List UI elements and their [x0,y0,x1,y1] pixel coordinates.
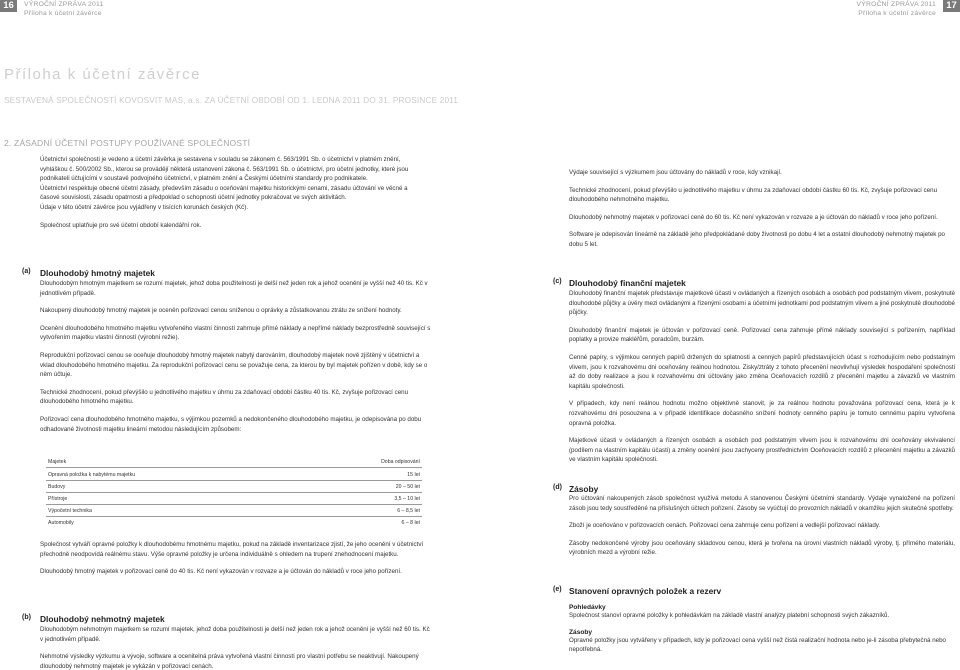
inventory-subheading: Zásoby [569,628,593,636]
section-c-paragraph: V případech, kdy není reálnou hodnotu možno objektivně stanovit, je za reálnou hodnotu považována pořizovací cena, která je k rozvahovému dni posouzena a v případě identifikace dočasného snížení hodnoty cenného papíru je tomuto cennému papíru vytvořena opravná položka. [569,400,955,427]
right-report-subtitle: Příloha k účetní závěrce [858,9,936,17]
table-header-cell: Doba odpisování [381,459,420,465]
table-cell: 20 – 50 let [395,484,420,490]
section-a-paragraph: Společnost vytváří opravné položky k dlouhodobému hmotnému majetku, pokud na základě inventarizace zjistí, že jeho ocenění v účetnictví přechodně neodpovídá reálnému stavu. Výše opravné položky je určena individuálně s ohledem na trupení znehodnocení majetku. [40,541,424,558]
table-header-row [46,456,422,468]
page-subtitle: SESTAVENÁ SPOLEČNOSTÍ KOVOSVIT MAS, a.s. ZA ÚČETNÍ OBDOBÍ OD 1. LEDNA 2011 DO 31. PROSINCE 2011 [4,96,459,105]
table-header-cell: Majetek [48,459,67,465]
section-a-paragraph: Technické zhodnocení, pokud převýšilo u jednotlivého majetku v úhrnu za zdaňovací období částku 40 tis. Kč, zvyšuje pořizovací cenu dlouhodobého hmotného majetku. [40,388,409,406]
right-intro-paragraph: Software je odepisován lineárně na základě jeho předpokládané doby životnosti po dobu 4 let a ostatní dlouhodobý nehmotný majetek po dobu 5 let. [569,231,945,248]
section-c-title: Dlouhodobý finanční majetek [569,278,686,288]
section-c-paragraph: Dlouhodobý finanční majetek je účtován v pořizovací ceně. Pořizovací cena zahrnuje přímé náklady související s pořízením, například poplatky a provize makléřům, poradcům, burzám. [569,326,955,344]
intro-paragraph: Účetnictví společnosti je vedeno a účetní závěrka je sestavena v souladu se zákonem č. 563/1991 Sb. o účetnictví v platném znění, vyhláškou č. 500/2002 Sb., kterou se provádějí některá ustanovení zákona č. 563/1991 Sb. o účetnictví, pro účetní jednotky, které jsou podnikateli účtujícími v soustavě podvojného účetnictví, v platném znění a Českými účetními standardy pro podnikatele. [40,156,409,183]
section-c-paragraph: Majetkové účasti v ovládaných a řízených osobách a osobách pod podstatným vlivem jsou k rozvahovému dni oceňovány ekvivalencí (podílem na vlastním kapitálu účasti) a změny ocenění jsou zachyceny prostřednictvím Oceňovacích rozdílů z přecenění majetku a závazků ve vlastním kapitálu společnosti. [569,437,955,464]
section-a-paragraph: Pořizovací cena dlouhodobého hmotného majetku, s výjimkou pozemků a nedokončeného dlouhodobého majetku, je odepisována po dobu odhadované životnosti majetku lineární metodou následujícím způsobem: [40,415,422,433]
table-cell: 6 – 8,5 let [397,508,420,514]
receivables-subheading: Pohledávky [569,604,606,611]
table-row [46,505,422,517]
intro-paragraph: Údaje v této účetní závěrce jsou vyjádřeny v tisících korunách českých (Kč). [40,203,249,211]
section-a-body [40,279,432,434]
table-row [46,493,422,505]
right-intro-paragraph: Výdaje související s výzkumem jsou účtovány do nákladů v roce, kdy vznikají. [569,169,782,176]
section-b-title: Dlouhodobý nehmotný majetek [40,614,165,624]
table-cell: 6 – 8 let [401,520,420,526]
left-intro [40,155,428,230]
section-a-paragraph: Ocenění dlouhodobého hmotného majetku vytvořeného vlastní činností zahrnuje přímé náklady a nepřímé náklady bezprostředně související s vytvořením majetku vlastní činností (výrobní režie). [40,324,431,342]
section-a-title: Dlouhodobý hmotný majetek [40,268,155,278]
intro-paragraph: Účetnictví respektuje obecné účetní zásady, především zásadu o oceňování majetku historickými cenami, zásadu účtování ve věcné a časové souvislosti, zásadu opatrnosti a předpoklad o schopnosti účetní jednotky pokračovat ve svých aktivitách. [40,184,408,202]
table-cell: 15 let [407,472,420,478]
section-a-paragraph: Dlouhodobým hmotným majetkem se rozumí majetek, jehož doba použitelnosti je delší než jeden rok a jehož ocenění je vyšší než 40 tis. Kč v jednotlivém případě. [40,280,428,297]
section-e-letter: (e) [553,586,562,593]
right-intro-paragraph: Dlouhodobý nehmotný majetek v pořizovací ceně do 60 tis. Kč není vykazován v rozvaze a je účtován do nákladů v roce jeho pořízení. [569,213,938,221]
section-d-title: Zásoby [569,484,599,494]
section-a-paragraph: Reprodukční pořizovací cenou se oceňuje dlouhodobý hmotný majetek nabytý darováním, dlouhodobý majetek nově zjištěný v účetnictví a vklad dlouhodobého hmotného majetku. Za reprodukční pořizovací cenu se považuje cena, za kterou by byl majetek pořízen v době, kdy se o něm účtuje. [40,351,428,379]
table-row [46,469,422,481]
section-b-paragraph: Nehmotné výsledky výzkumu a vývoje, software a ocenitelná práva vytvořená vlastní činností pro vlastní potřebu se neaktivují. Nakoupený dlouhodobý nehmotný majetek je vykázán v pořizovací cenách. [40,653,419,670]
right-running-header [857,1,936,18]
table-row [46,517,422,529]
left-report-subtitle: Příloha k účetní závěrce [24,9,102,17]
intro-paragraph: Společnost uplatňuje pro své účetní období kalendářní rok. [40,221,202,229]
right-intro-paragraph: Technické zhodnocení, pokud převýšilo u jednotlivého majetku v úhrnu za zdaňovací období částku 60 tis. Kč, zvyšuje pořizovací cenu dlouhodobého nehmotného majetku. [569,186,938,204]
left-report-title: VÝROČNÍ ZPRÁVA 2011 [24,1,104,8]
section-heading: 2. ZÁSADNÍ ÚČETNÍ POSTUPY POUŽÍVANÉ SPOLEČNOSTÍ [4,138,251,148]
right-report-title: VÝROČNÍ ZPRÁVA 2011 [856,1,936,8]
section-e-title: Stanovení opravných položek a rezerv [569,586,722,596]
table-row [46,481,422,493]
section-a-paragraph: Dlouhodobý hmotný majetek v pořizovací ceně do 40 tis. Kč není vykazován v rozvaze a je účtován do nákladů v roce jeho pořízení. [40,568,402,576]
page-title: Příloha k účetní závěrce [4,66,201,83]
section-c-body [569,289,955,465]
depreciation-table [46,456,422,532]
right-intro [569,168,953,250]
section-c-paragraph: Cenné papíry, s výjimkou cenných papírů držených do splatnosti a cenných papírů představujících účast s rozhodujícím nebo podstatným vlivem, jsou k rozvahovému dni oceňovány reálnou hodnotou. Zisky/ztráty z tohoto přecenění neovlivňují výsledek hospodaření společnosti až do doby realizace a jsou k rozvahovému dni účtovány jako změna Oceňovacích rozdílů z přecenění majetku a závazků ve vlastním kapitálu společnosti. [569,353,955,390]
table-cell: Přístroje [48,496,68,502]
table-cell: Automobily [48,520,74,526]
right-page-number: 17 [943,0,960,12]
left-running-header [24,1,103,18]
section-d-paragraph: Zboží je oceňováno v pořizovacích cenách. Pořizovací cena zahrnuje cenu pořízení a vedlejší pořizovací náklady. [569,522,881,530]
section-b-body [40,625,432,670]
inventory-paragraph: Opravné položky jsou vytvářeny v případech, kdy je pořizovací cena vyšší než čistá realizační hodnota nebo je-li zásoba přebytečná nebo nepotřebná. [569,636,946,654]
section-d-letter: (d) [553,484,562,491]
section-b-letter: (b) [22,614,31,621]
section-a-letter: (a) [22,268,31,275]
left-page-number: 16 [0,0,17,12]
section-b-paragraph: Dlouhodobým nehmotným majetkem se rozumí majetek, jehož doba použitelnosti je delší než jeden rok a jehož ocenění je vyšší než 60 tis. Kč v jednotlivém případě. [40,626,430,643]
section-c-paragraph: Dlouhodobý finanční majetek představuje majetkové účasti v ovládaných a řízených osobách a osobách pod podstatným vlivem, poskytnuté dlouhodobé půjčky a úvěry mezi ovládanými a řízenými osobami a účetními jednotkami pod podstatným vlivem a jiné poskytnuté dlouhodobé půjčky. [569,290,955,317]
section-d-paragraph: Pro účtování nakoupených zásob společnost využívá metodu A stanovenou Českými účetními standardy. Výdaje vynaložené na pořízení zásob jsou tedy soustředěné na příslušných účtech pořízení. Zásoby se vyúčtují do provozních nákladů v okamžiku jejich skutečné spotřeby. [569,495,955,512]
receivables-paragraph: Společnost stanoví opravné položky k pohledávkám na základě vlastní analýzy platební schopnosti svých zákazníků. [569,612,890,619]
section-a-after-table [40,540,432,577]
section-e-body [569,604,955,655]
table-cell: Budovy [48,484,66,490]
section-d-body [569,494,955,558]
section-a-paragraph: Nakoupený dlouhodobý hmotný majetek je oceněn pořizovací cenou sníženou o oprávky a zůstatkovanou ztrátu ze snížení hodnoty. [40,307,402,315]
table-cell: Výpočetní technika [48,508,92,514]
table-cell: 3,5 – 10 let [394,496,420,502]
table-cell: Opravná položka k nabytému majetku [48,472,136,478]
section-d-paragraph: Zásoby nedokončené výroby jsou oceňovány skladovou cenou, která je tvořena na úrovni vlastních nákladů výroby, tj. přímého materiálu, výrobních mezd a výrobní režie. [569,539,955,557]
section-c-letter: (c) [553,278,562,285]
